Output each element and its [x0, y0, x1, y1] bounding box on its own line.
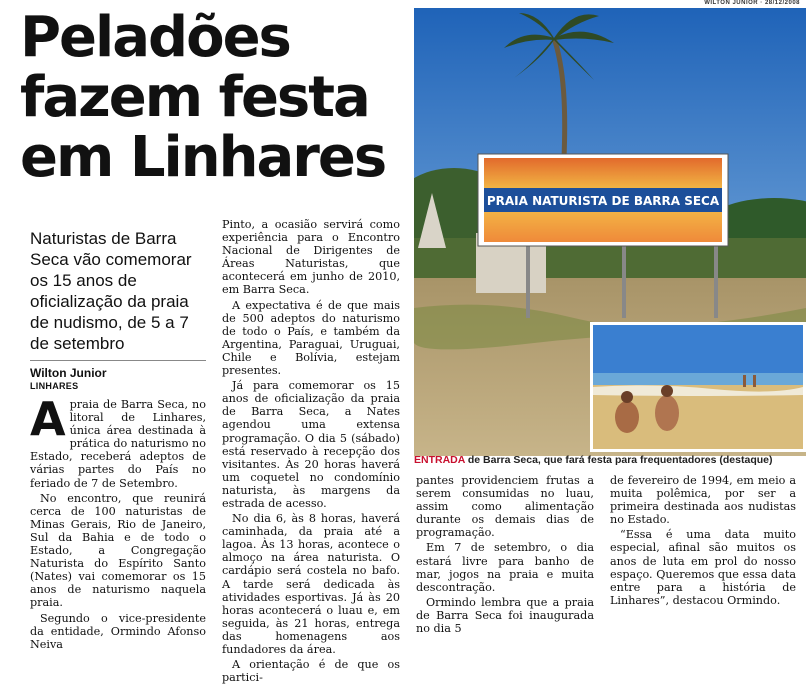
paragraph: Segundo o vice-presidente da entidade, Ormindo Afonso Neiva [30, 611, 206, 651]
headline [20, 5, 420, 190]
article-column-3 [416, 474, 594, 637]
byline-divider [30, 360, 206, 361]
running-header: WILTON JUNIOR · 28/12/2008 [704, 0, 800, 6]
paragraph: de fevereiro de 1994, em meio a muita polêmica, por ser a primeira destinada aos nudistas no Estado. [610, 474, 796, 527]
caption-highlight: ENTRADA [414, 454, 465, 466]
paragraph: No encontro, que reunirá cerca de 100 naturistas de Minas Gerais, Rio de Janeiro, Sul da Bahia e de todo o Estado, a Congregação Naturista do Espírito Santo (Nates) vai comemorar os 15 anos de naturismo naquela praia. [30, 491, 206, 610]
paragraph: Ormindo lembra que a praia de Barra Seca foi inaugurada no dia 5 [416, 595, 594, 636]
headline-line-2: fazem festa [20, 65, 369, 130]
byline-author: Wilton Junior [30, 366, 107, 380]
inset-photo [590, 322, 806, 452]
headline-line-1: Peladões [20, 5, 290, 70]
caption-text: de Barra Seca, que fará festa para frequentadores (destaque) [464, 454, 773, 466]
article-column-4 [610, 474, 796, 609]
article-column-2 [222, 218, 400, 686]
photo-caption [414, 454, 806, 466]
paragraph: Em 7 de setembro, o dia estará livre para banho de mar, jogos na praia e muita descontração. [416, 541, 594, 594]
deck: Naturistas de Barra Seca vão comemorar os 15 anos de oficialização da praia de nudismo, de 5 a 7 de setembro [30, 229, 192, 353]
drop-cap: A [30, 392, 66, 446]
paragraph: pantes providenciem frutas a serem consumidas no luau, assim como alimentação durante os demais dias de programação. [416, 474, 594, 540]
paragraph: A orientação é de que os partici- [222, 658, 400, 685]
paragraph: A expectativa é de que mais de 500 adeptos do naturismo de todo o País, e também da Argentina, Paraguai, Uruguai, Chile e Bolívia, estejam presentes. [222, 298, 400, 378]
byline-city: LINHARES [30, 381, 79, 391]
paragraph: “Essa é uma data muito especial, afinal são muitos os anos de luta em prol do nosso espaço. Queremos que essa data entre para a história de Linhares”, destacou Ormindo. [610, 528, 796, 607]
paragraph: praia de Barra Seca, no litoral de Linhares, única área destinada à prática do naturismo no Estado, receberá adeptos de várias partes do País no feriado de 7 de Setembro. [30, 398, 206, 490]
billboard-text: PRAIA NATURISTA DE BARRA SECA [486, 194, 720, 208]
paragraph: Pinto, a ocasião servirá como experiência para o Encontro Nacional de Dirigentes de Áreas Naturistas, que acontecerá em junho de 2010, em Barra Seca. [222, 218, 400, 297]
beach-goers-photo [593, 325, 803, 449]
paragraph: No dia 6, às 8 horas, haverá caminhada, da praia até a lagoa. Às 13 horas, acontece o almoço na área naturista. O cardápio será costela no bafo. A tarde será dedicada às atividades esportivas. Já às 20 horas acontecerá o luau e, em seguida, às 21 horas, entrega das homenagens aos fundadores da área. [222, 512, 400, 656]
article-column-1 [30, 392, 206, 653]
paragraph: Já para comemorar os 15 anos de oficialização da praia de Barra Seca, a Nates agendou uma extensa programação. O dia 5 (sábado) está reservado à recepção dos visitantes. Às 20 horas haverá um coquetel no condomínio naturista, às margens da estrada de acesso. [222, 379, 400, 510]
headline-line-3: em Linhares [20, 125, 386, 190]
